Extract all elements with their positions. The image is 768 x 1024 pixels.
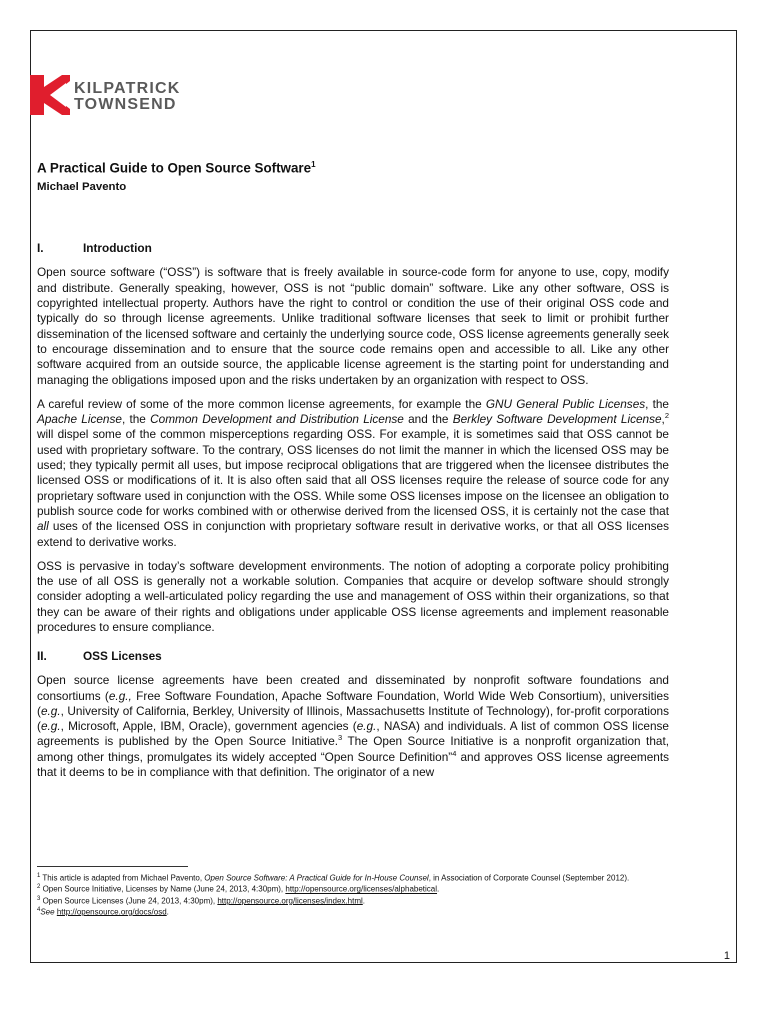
paragraph: Open source license agreements have been created and disseminated by nonprofit software foundations and consortiums (e.g., Free Software Foundation, Apache Software Foundation, World Wide Web Consortium), universities (e.g., University of California, Berkley, University of Illinois, Massachusetts Institute of Technology), for-profit corporations (e.g., Microsoft, Apple, IBM, Oracle), government agencies (e.g., NASA) and individuals. A list of common OSS license agreements is published by the Open Source Initiative.$^3$ The Open Source Initiative is a nonprofit organization that, among other things, promulgates its widely accepted “Open Source Definition”$^4$ and approves OSS license agreements that it deems to be in compliance with that definition. The originator of a new [37, 673, 670, 780]
footnote-ref[interactable]: 1 [311, 160, 316, 169]
section-heading-oss-licenses: II. OSS Licenses [37, 649, 162, 664]
footnote-ref[interactable]: 2 [664, 411, 669, 421]
logo-line-1: KILPATRICK [74, 80, 181, 97]
footnote-3: $^3$ Open Source Licenses (June 24, 2013, 4:30pm), http://opensource.org/licenses/index.html. [37, 895, 365, 906]
section-heading-introduction: I. Introduction [37, 241, 152, 256]
paragraph: A careful review of some of the more common license agreements, for example the GNU General Public Licenses, the Apache License, the Common Development and Distribution License and the Berkley Software Development License,$^2$ will dispel some of the common misperceptions regarding OSS. For example, it is sometimes said that OSS cannot be used with proprietary software. To the contrary, OSS licenses do not limit the manner in which the licensed OSS may be used; they typically permit all uses, but impose reciprocal obligations that are triggered when the licensee distributes the licensed OSS or modifications of it. It is also often said that all OSS licenses require the release of source code for any proprietary software used in conjunction with the OSS. While some OSS licenses impose on the licensee an obligation to publish source code for works combined with or otherwise derived from the licensed OSS, it is certainly not the case that all uses of the licensed OSS in conjunction with proprietary software result in derivative works, or that all OSS licenses extend to derivative works. [37, 396, 669, 549]
logo-mark-icon [30, 75, 70, 115]
paragraph: OSS is pervasive in today’s software development environments. The notion of adopting a corporate policy prohibiting the use of all OSS is generally not a workable solution. Companies that acquire or develop software should strongly consider adopting a well-articulated policy regarding the use and management of OSS within their organizations, so that they can be aware of their rights and obligations under applicable OSS license agreements and implement reasonable procedures to ensure compliance. [37, 558, 669, 634]
logo-line-2: TOWNSEND [74, 96, 177, 113]
footnote-link[interactable]: http://opensource.org/licenses/alphabetical [285, 884, 438, 894]
footnote-link[interactable]: http://opensource.org/docs/osd [56, 907, 167, 917]
kilpatrick-townsend-logo [30, 75, 220, 125]
footnotes [37, 872, 669, 917]
footnote-2: $^2$ Open Source Initiative, Licenses by Name (June 24, 2013, 4:30pm), http://opensource.org/licenses/alphabetical. [37, 884, 440, 894]
footnote-ref[interactable]: 4 [452, 748, 457, 758]
author-name: Michael Pavento [37, 181, 127, 194]
footnote-4: $^4$See http://opensource.org/docs/osd. [37, 906, 169, 917]
paragraph: Open source software (“OSS”) is software that is freely available in source-code form for anyone to use, copy, modify and distribute. Generally speaking, however, OSS is not “public domain” software. Like any other software, OSS is copyrighted intellectual property. Authors have the right to control or condition the use of their original OSS code and typically do so through license agreements. Unlike traditional software licenses that seek to limit or prohibit further dissemination of the licensed software and certainly the underlying source code, OSS license agreements generally seek to encourage dissemination and to ensure that the source code remains open and accessible to all. Like any other software acquired from an outside source, the applicable license agreement is the starting point for understanding and managing the obligations imposed upon and the risks undertaken by an organization with respect to OSS. [37, 265, 669, 387]
document-title: A Practical Guide to Open Source Software$^1$ [37, 160, 316, 176]
document-content [37, 160, 669, 789]
footnote-link[interactable]: http://opensource.org/licenses/index.html [217, 896, 363, 906]
footnote-divider [37, 866, 188, 867]
footnote-ref[interactable]: 3 [338, 733, 343, 743]
page-number: 1 [723, 950, 730, 962]
footnote-1: $^1$ This article is adapted from Michael Pavento, Open Source Software: A Practical Guide for In-House Counsel, in Association of Corporate Counsel (September 2012). [37, 873, 630, 883]
